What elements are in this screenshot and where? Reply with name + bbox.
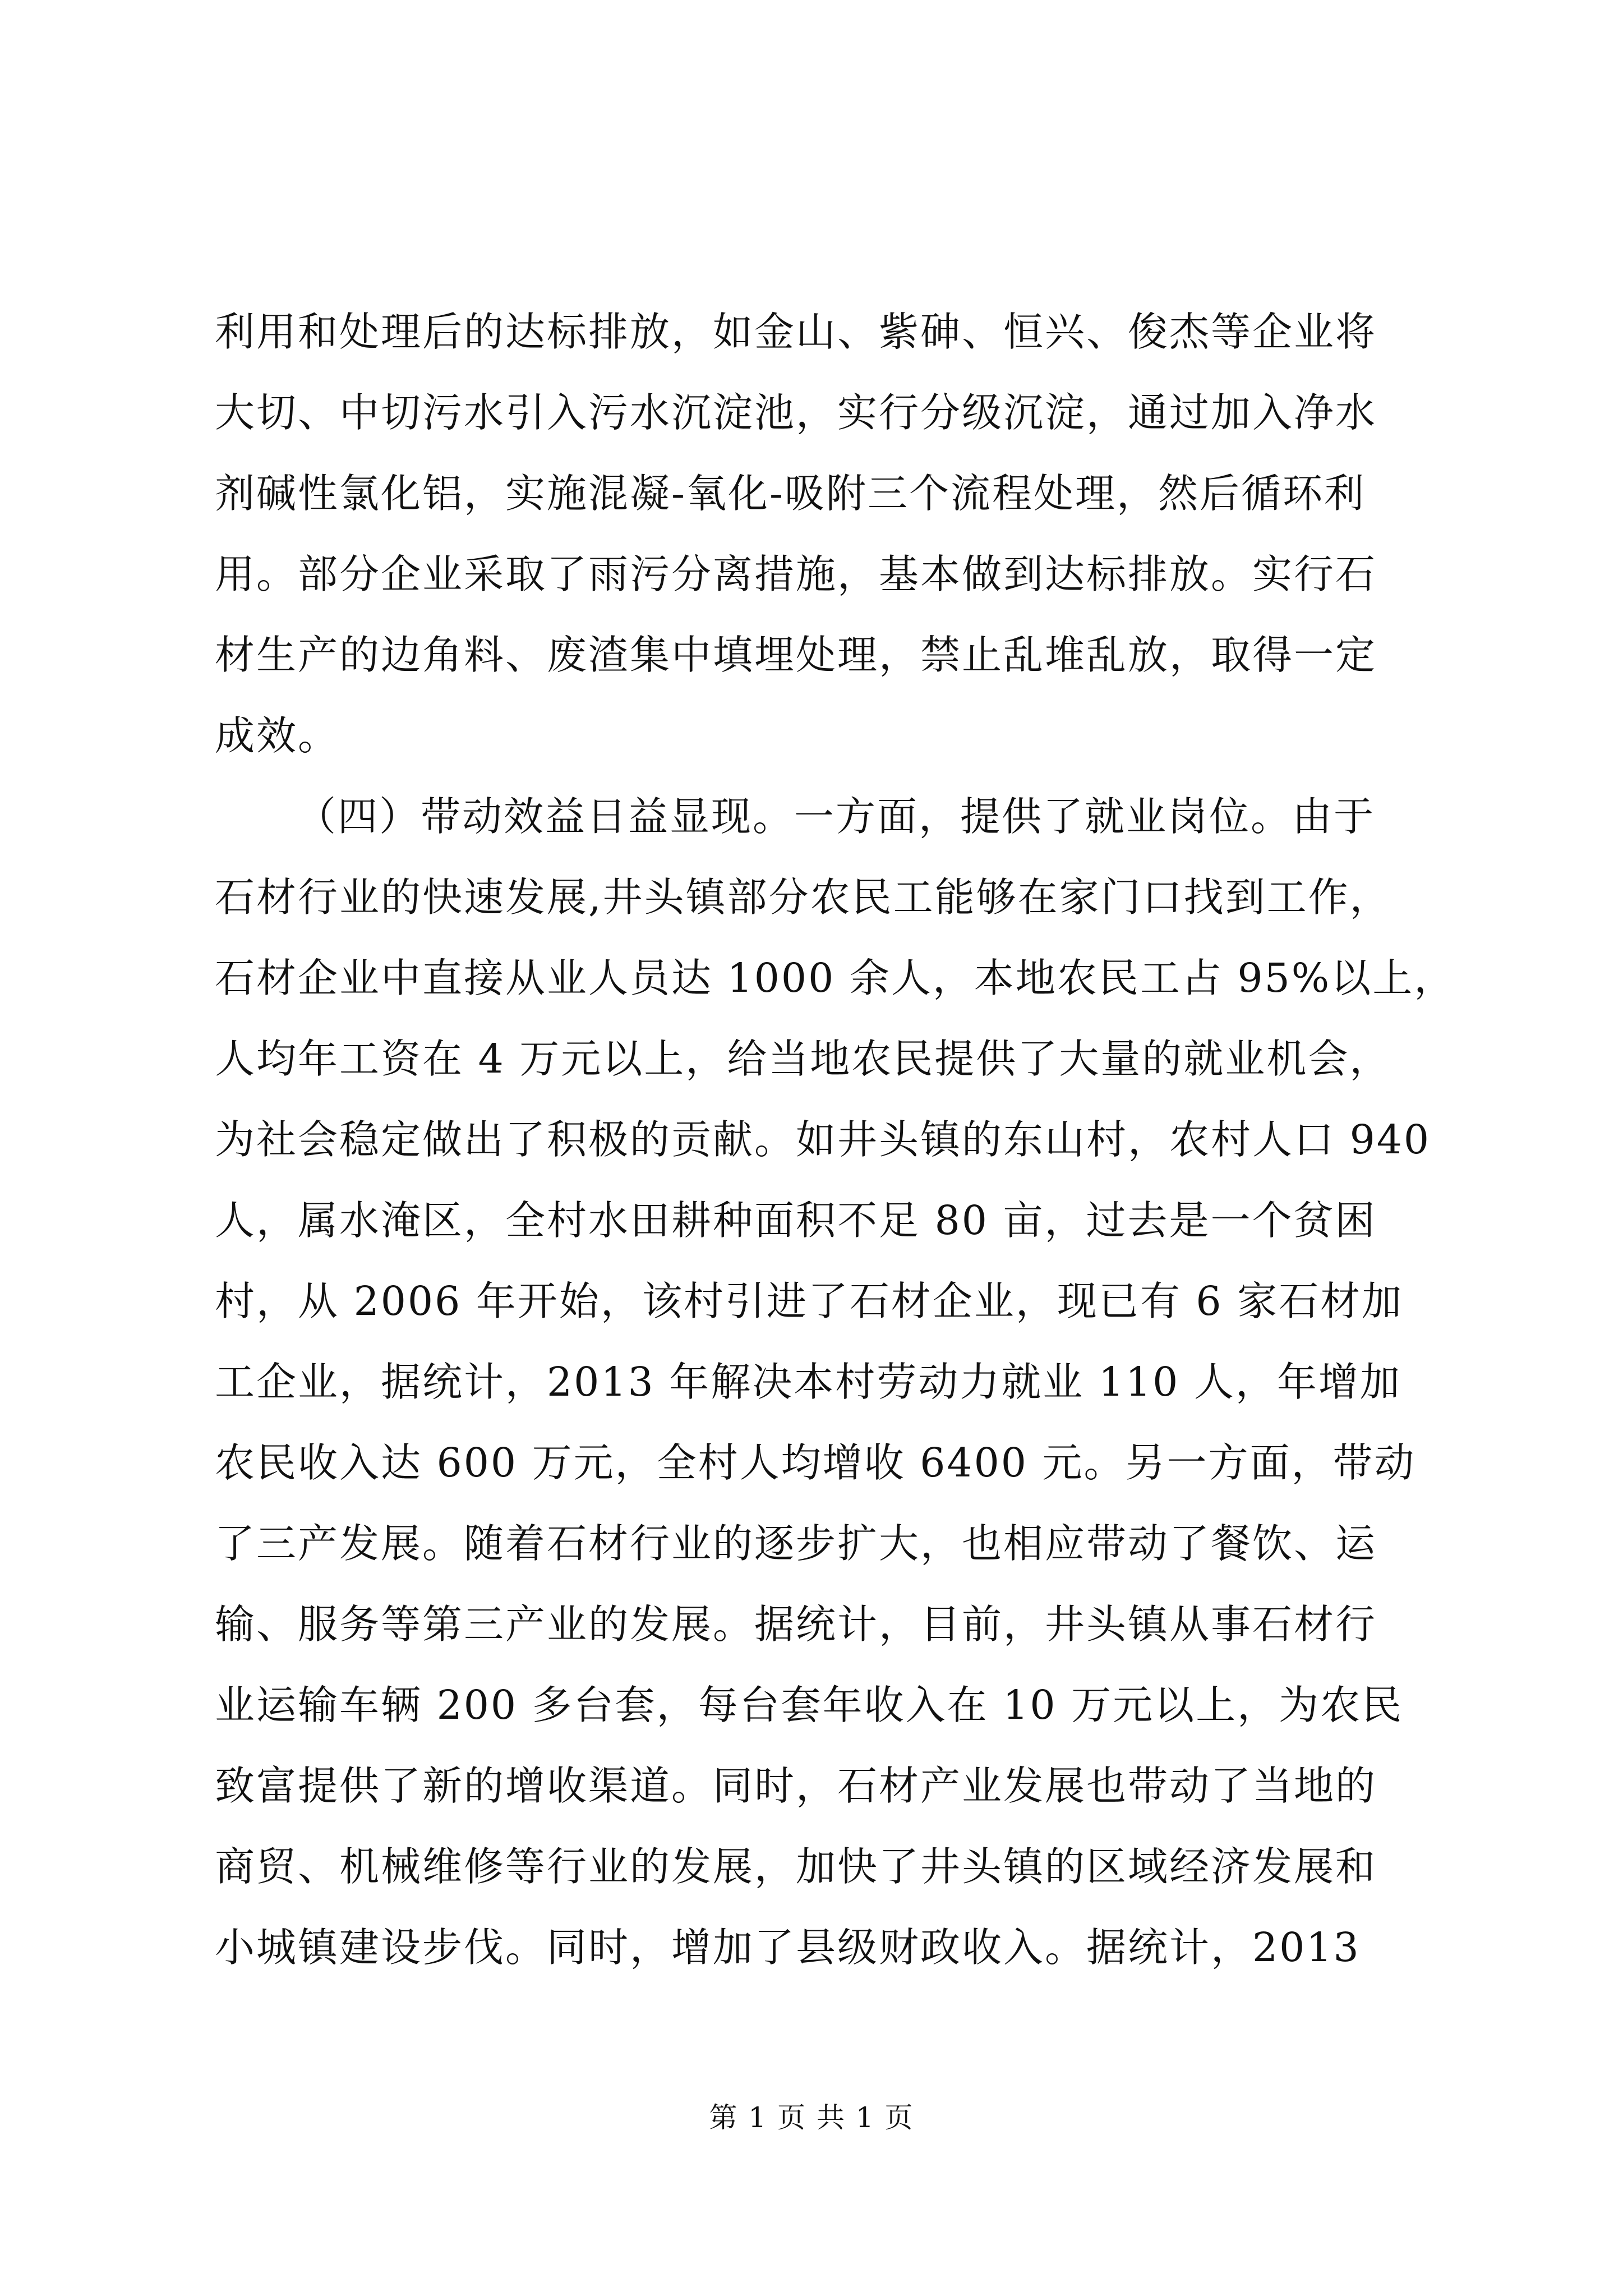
text-line: 工企业，据统计，2013 年解决本村劳动力就业 110 人，年增加 — [215, 1359, 1401, 1405]
text-line: 村，从 2006 年开始，该村引进了石材企业，现已有 6 家石材加 — [215, 1278, 1404, 1324]
text-line: 大切、中切污水引入污水沉淀池，实行分级沉淀，通过加入净水 — [215, 389, 1377, 436]
text-line: 用。部分企业采取了雨污分离措施，基本做到达标排放。实行石 — [215, 551, 1377, 597]
text-line: 为社会稳定做出了积极的贡献。如井头镇的东山村，农村人口 940 — [215, 1116, 1431, 1163]
text-line: 了三产发展。随着石材行业的逐步扩大，也相应带动了餐饮、运 — [215, 1520, 1377, 1567]
text-line-paragraph-start: （四）带动效益日益显现。一方面，提供了就业岗位。由于 — [296, 793, 1376, 840]
text-line: 农民收入达 600 万元，全村人均增收 6400 元。另一方面，带动 — [215, 1439, 1416, 1486]
text-line: 人均年工资在 4 万元以上，给当地农民提供了大量的就业机会， — [215, 1036, 1391, 1082]
text-line: 利用和处理后的达标排放，如金山、紫砷、恒兴、俊杰等企业将 — [215, 309, 1377, 355]
text-line: 石材行业的快速发展,井头镇部分农民工能够在家门口找到工作， — [215, 874, 1391, 921]
page-footer: 第 1 页 共 1 页 — [709, 2101, 914, 2134]
text-line: 业运输车辆 200 多台套，每台套年收入在 10 万元以上，为农民 — [215, 1682, 1404, 1728]
text-line: 剂碱性氯化铝，实施混凝-氧化-吸附三个流程处理，然后循环利 — [215, 470, 1366, 517]
text-line: 成效。 — [215, 712, 340, 759]
text-line: 石材企业中直接从业人员达 1000 余人，本地农民工占 95%以上， — [215, 955, 1456, 1001]
text-line: 人，属水淹区，全村水田耕种面积不足 80 亩，过去是一个贫困 — [215, 1197, 1377, 1244]
text-line: 材生产的边角料、废渣集中填埋处理，禁止乱堆乱放，取得一定 — [215, 632, 1377, 678]
text-line: 小城镇建设步伐。同时，增加了县级财政收入。据统计，2013 — [215, 1924, 1361, 1971]
text-line: 商贸、机械维修等行业的发展，加快了井头镇的区域经济发展和 — [215, 1843, 1377, 1890]
text-line: 致富提供了新的增收渠道。同时，石材产业发展也带动了当地的 — [215, 1763, 1377, 1809]
body-text — [215, 292, 1456, 1988]
text-line: 输、服务等第三产业的发展。据统计，目前，井头镇从事石材行 — [215, 1601, 1377, 1648]
